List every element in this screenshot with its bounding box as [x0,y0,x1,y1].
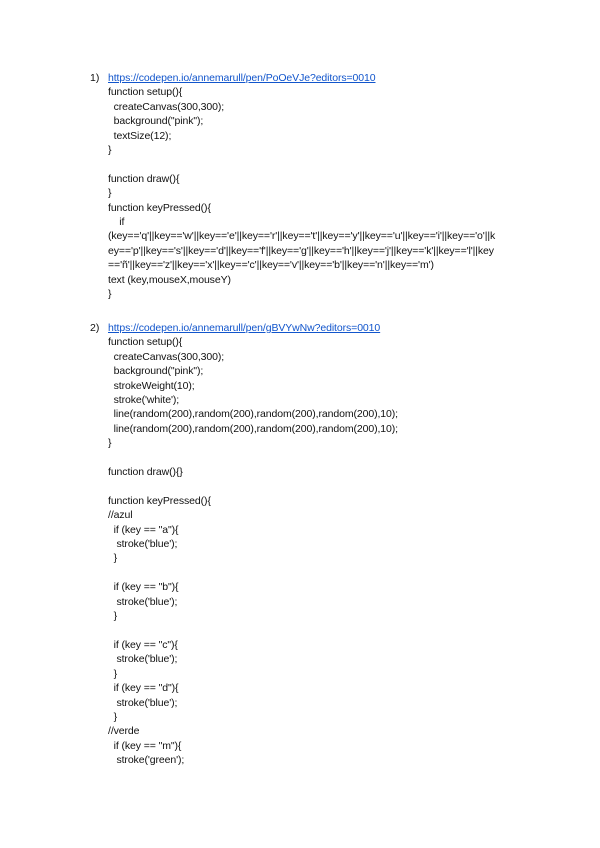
code-line: if (key == "a"){ [108,523,179,536]
code-line: createCanvas(300,300); [108,100,225,113]
code-line: (key=='q'||key=='w'||key=='e'||key=='r'||key=='t'||key=='y'||key=='u'||key=='i'||key=='o'||k [108,230,496,243]
code-line: if (key == "m"){ [108,739,182,752]
code-line: if [108,216,125,229]
code-line: } [108,437,112,450]
code-line: //azul [108,509,133,522]
code-line [108,479,538,493]
code-line: //verde [108,725,140,738]
item-body [108,321,538,768]
code-line: createCanvas(300,300); [108,350,225,363]
code-line: background("pink"); [108,115,204,128]
code-line: stroke('blue'); [108,538,178,551]
code-line: } [108,552,118,565]
code-line: line(random(200),random(200),random(200),random(200),10); [108,408,398,421]
code-line: stroke('green'); [108,754,185,767]
code-line: } [108,288,112,301]
code-line: } [108,710,118,723]
code-line: line(random(200),random(200),random(200),random(200),10); [108,422,398,435]
codepen-link[interactable]: https://codepen.io/annemarull/pen/gBVYwNw?editors=0010 [108,322,381,334]
code-line [108,157,538,171]
code-line: function setup(){ [108,86,183,99]
code-line: textSize(12); [108,129,172,142]
code-line: stroke('blue'); [108,696,178,709]
item-body [108,71,538,301]
code-line: function draw(){} [108,466,183,479]
code-line: stroke('blue'); [108,595,178,608]
code-block [108,85,538,301]
code-line [108,566,538,580]
code-line: =='ñ'||key=='z'||key=='x'||key=='c'||key=='v'||key=='b'||key=='n'||key=='m') [108,259,434,272]
code-line: strokeWeight(10); [108,379,195,392]
code-line: stroke('white'); [108,394,180,407]
code-line: if (key == "b"){ [108,581,179,594]
item-number: 1) [90,72,100,84]
code-line: } [108,610,118,623]
code-line [108,623,538,637]
code-line: background("pink"); [108,365,204,378]
code-line: } [108,667,118,680]
code-line: } [108,144,112,157]
code-line: function draw(){ [108,172,180,185]
code-line: function setup(){ [108,336,183,349]
code-line: if (key == "d"){ [108,682,179,695]
code-line: ey=='p'||key=='s'||key=='d'||key=='f'||key=='g'||key=='h'||key=='j'||key=='k'||key=='l'||key [108,244,494,257]
code-block [108,335,538,767]
code-line: text (key,mouseX,mouseY) [108,273,231,286]
code-line: function keyPressed(){ [108,494,211,507]
item-number: 2) [90,322,100,334]
code-line: } [108,187,112,200]
code-line [108,451,538,465]
code-line: function keyPressed(){ [108,201,211,214]
code-line: if (key == "c"){ [108,638,178,651]
code-line: stroke('blue'); [108,653,178,666]
codepen-link[interactable]: https://codepen.io/annemarull/pen/PoOeVJe?editors=0010 [108,72,376,84]
